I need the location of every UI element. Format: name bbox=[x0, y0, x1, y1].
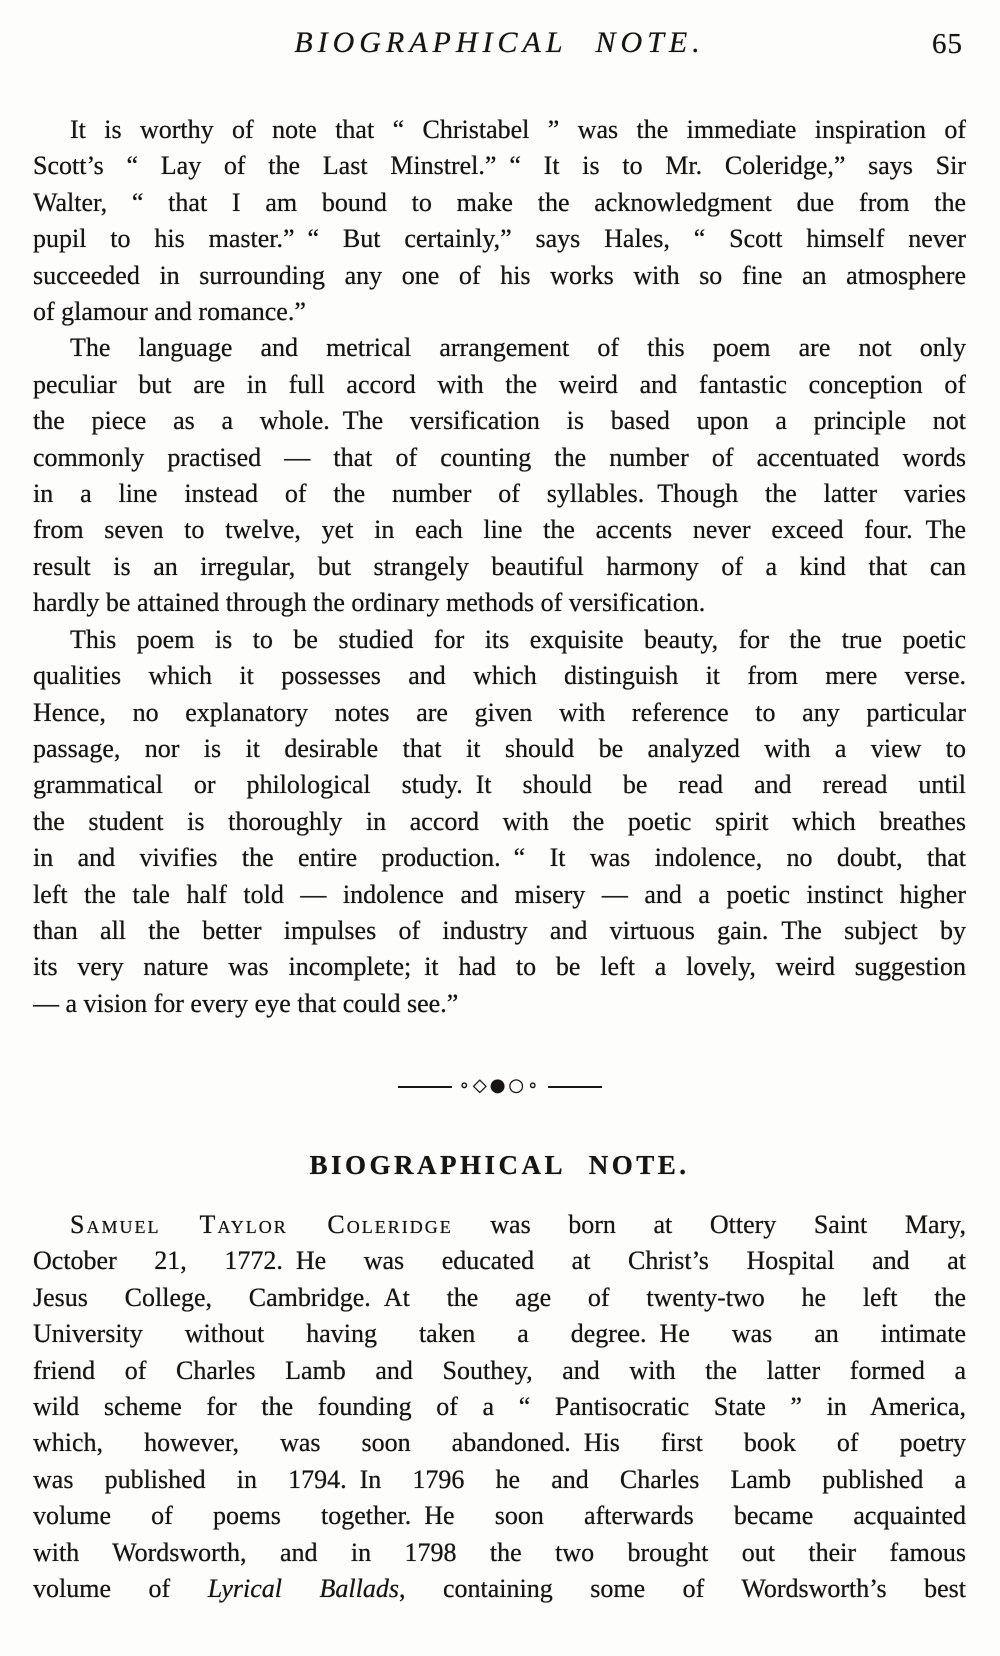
text-segment: commonly practised — that of counting the number of accentuated words bbox=[33, 442, 966, 472]
text-line bbox=[33, 330, 966, 366]
text-segment: Hence, no explanatory notes are given with reference to any particular bbox=[33, 697, 966, 727]
text-line bbox=[33, 1243, 966, 1279]
text-segment: in and vivifies the entire production. “ It was indolence, no doubt, that bbox=[33, 843, 966, 873]
text-line bbox=[33, 1498, 966, 1534]
text-segment: , containing some of Wordsworth’s best bbox=[398, 1574, 966, 1604]
text-segment: wild scheme for the founding of a “ Pantisocratic State ” in America, bbox=[33, 1392, 966, 1422]
text-segment: This poem is to be studied for its exquisite beauty, for the true poetic bbox=[70, 624, 966, 654]
section-heading: BIOGRAPHICAL NOTE. bbox=[309, 1150, 690, 1180]
text-segment: passage, nor is it desirable that it should be analyzed with a view to bbox=[33, 733, 966, 763]
section-divider bbox=[0, 1072, 1000, 1102]
text-line bbox=[33, 1280, 966, 1316]
text-line bbox=[33, 185, 966, 221]
text-segment: — a vision for every eye that could see.” bbox=[33, 988, 459, 1018]
page-number: 65 bbox=[932, 28, 963, 60]
running-head: BIOGRAPHICAL NOTE. bbox=[294, 26, 705, 59]
text-segment: pupil to his master.” “ But certainly,” says Hales, “ Scott himself never bbox=[33, 224, 966, 254]
text-segment: was published in 1794. In 1796 he and Charles Lamb published a bbox=[33, 1464, 966, 1494]
text-line bbox=[33, 949, 966, 985]
text-segment: University without having taken a degree. He was an intimate bbox=[33, 1319, 966, 1349]
text-line bbox=[33, 1389, 966, 1425]
text-segment: of glamour and romance.” bbox=[33, 297, 306, 327]
text-segment: from seven to twelve, yet in each line the accents never exceed four. The bbox=[33, 515, 966, 545]
text-segment: It is worthy of note that “ Christabel ” was the immediate inspiration of bbox=[70, 115, 966, 144]
text-segment: in a line instead of the number of syllables. Though the latter varies bbox=[33, 479, 966, 509]
text-segment: volume of bbox=[33, 1574, 208, 1604]
text-line bbox=[33, 804, 966, 840]
text-line bbox=[33, 1535, 966, 1571]
text-line bbox=[33, 913, 966, 949]
text-segment: result is an irregular, but strangely beautiful harmony of a kind that can bbox=[33, 551, 966, 581]
text-segment: was born at Ottery Saint Mary, bbox=[452, 1210, 966, 1239]
text-line bbox=[33, 840, 966, 876]
text-line bbox=[33, 1353, 966, 1389]
intro-paragraphs bbox=[33, 112, 966, 1022]
text-line bbox=[33, 112, 966, 148]
text-line bbox=[33, 731, 966, 767]
text-segment: friend of Charles Lamb and Southey, and with the latter formed a bbox=[33, 1355, 966, 1385]
person-name-smallcaps: Samuel Taylor Coleridge bbox=[70, 1210, 453, 1239]
text-segment: peculiar but are in full accord with the weird and fantastic conception of bbox=[33, 369, 966, 399]
text-segment: the student is thoroughly in accord with the poetic spirit which breathes bbox=[33, 806, 966, 836]
text-segment: The language and metrical arrangement of this poem are not only bbox=[70, 333, 966, 363]
text-line bbox=[33, 440, 966, 476]
text-line bbox=[33, 476, 966, 512]
text-line bbox=[33, 549, 966, 585]
text-segment: its very nature was incomplete; it had to be left a lovely, weird suggestion bbox=[33, 952, 966, 982]
text-line bbox=[33, 1316, 966, 1352]
text-segment: October 21, 1772. He was educated at Christ’s Hospital and at bbox=[33, 1246, 966, 1276]
text-line bbox=[33, 695, 966, 731]
text-line bbox=[33, 986, 966, 1022]
text-line bbox=[33, 1425, 966, 1461]
text-line bbox=[33, 622, 966, 658]
text-line bbox=[33, 1207, 966, 1243]
text-line bbox=[33, 1462, 966, 1498]
text-segment: volume of poems together. He soon afterwards became acquainted bbox=[33, 1501, 966, 1531]
text-line bbox=[33, 403, 966, 439]
text-segment: Walter, “ that I am bound to make the acknowledgment due from the bbox=[33, 187, 966, 217]
text-line bbox=[33, 767, 966, 803]
text-segment: which, however, was soon abandoned. His first book of poetry bbox=[33, 1428, 966, 1458]
text-segment: qualities which it possesses and which distinguish it from mere verse. bbox=[33, 661, 966, 691]
text-segment: with Wordsworth, and in 1798 the two brought out their famous bbox=[33, 1537, 966, 1567]
text-segment: Jesus College, Cambridge. At the age of twenty-two he left the bbox=[33, 1282, 966, 1312]
text-segment: succeeded in surrounding any one of his works with so fine an atmosphere bbox=[33, 260, 966, 290]
text-segment: than all the better impulses of industry and virtuous gain. The subject by bbox=[33, 915, 966, 945]
text-line bbox=[33, 367, 966, 403]
divider-rule-right bbox=[548, 1086, 602, 1088]
text-line bbox=[33, 1571, 966, 1607]
book-title-italic: Lyrical Ballads bbox=[207, 1574, 399, 1604]
text-line bbox=[33, 512, 966, 548]
divider-ornament-icon: ∘◇●○∘ bbox=[458, 1075, 542, 1096]
text-segment: hardly be attained through the ordinary methods of versification. bbox=[33, 588, 706, 618]
text-line bbox=[33, 148, 966, 184]
divider-rule-left bbox=[398, 1086, 452, 1088]
text-line bbox=[33, 877, 966, 913]
text-line bbox=[33, 258, 966, 294]
text-line bbox=[33, 221, 966, 257]
biography-paragraphs bbox=[33, 1207, 966, 1607]
text-segment: Scott’s “ Lay of the Last Minstrel.” “ It is to Mr. Coleridge,” says Sir bbox=[33, 151, 966, 181]
text-segment: the piece as a whole. The versification is based upon a principle not bbox=[33, 406, 966, 436]
text-line bbox=[33, 294, 966, 330]
text-segment: left the tale half told — indolence and misery — and a poetic instinct higher bbox=[33, 879, 966, 909]
text-segment: grammatical or philological study. It should be read and reread until bbox=[33, 770, 966, 800]
text-line bbox=[33, 658, 966, 694]
text-line bbox=[33, 585, 966, 621]
